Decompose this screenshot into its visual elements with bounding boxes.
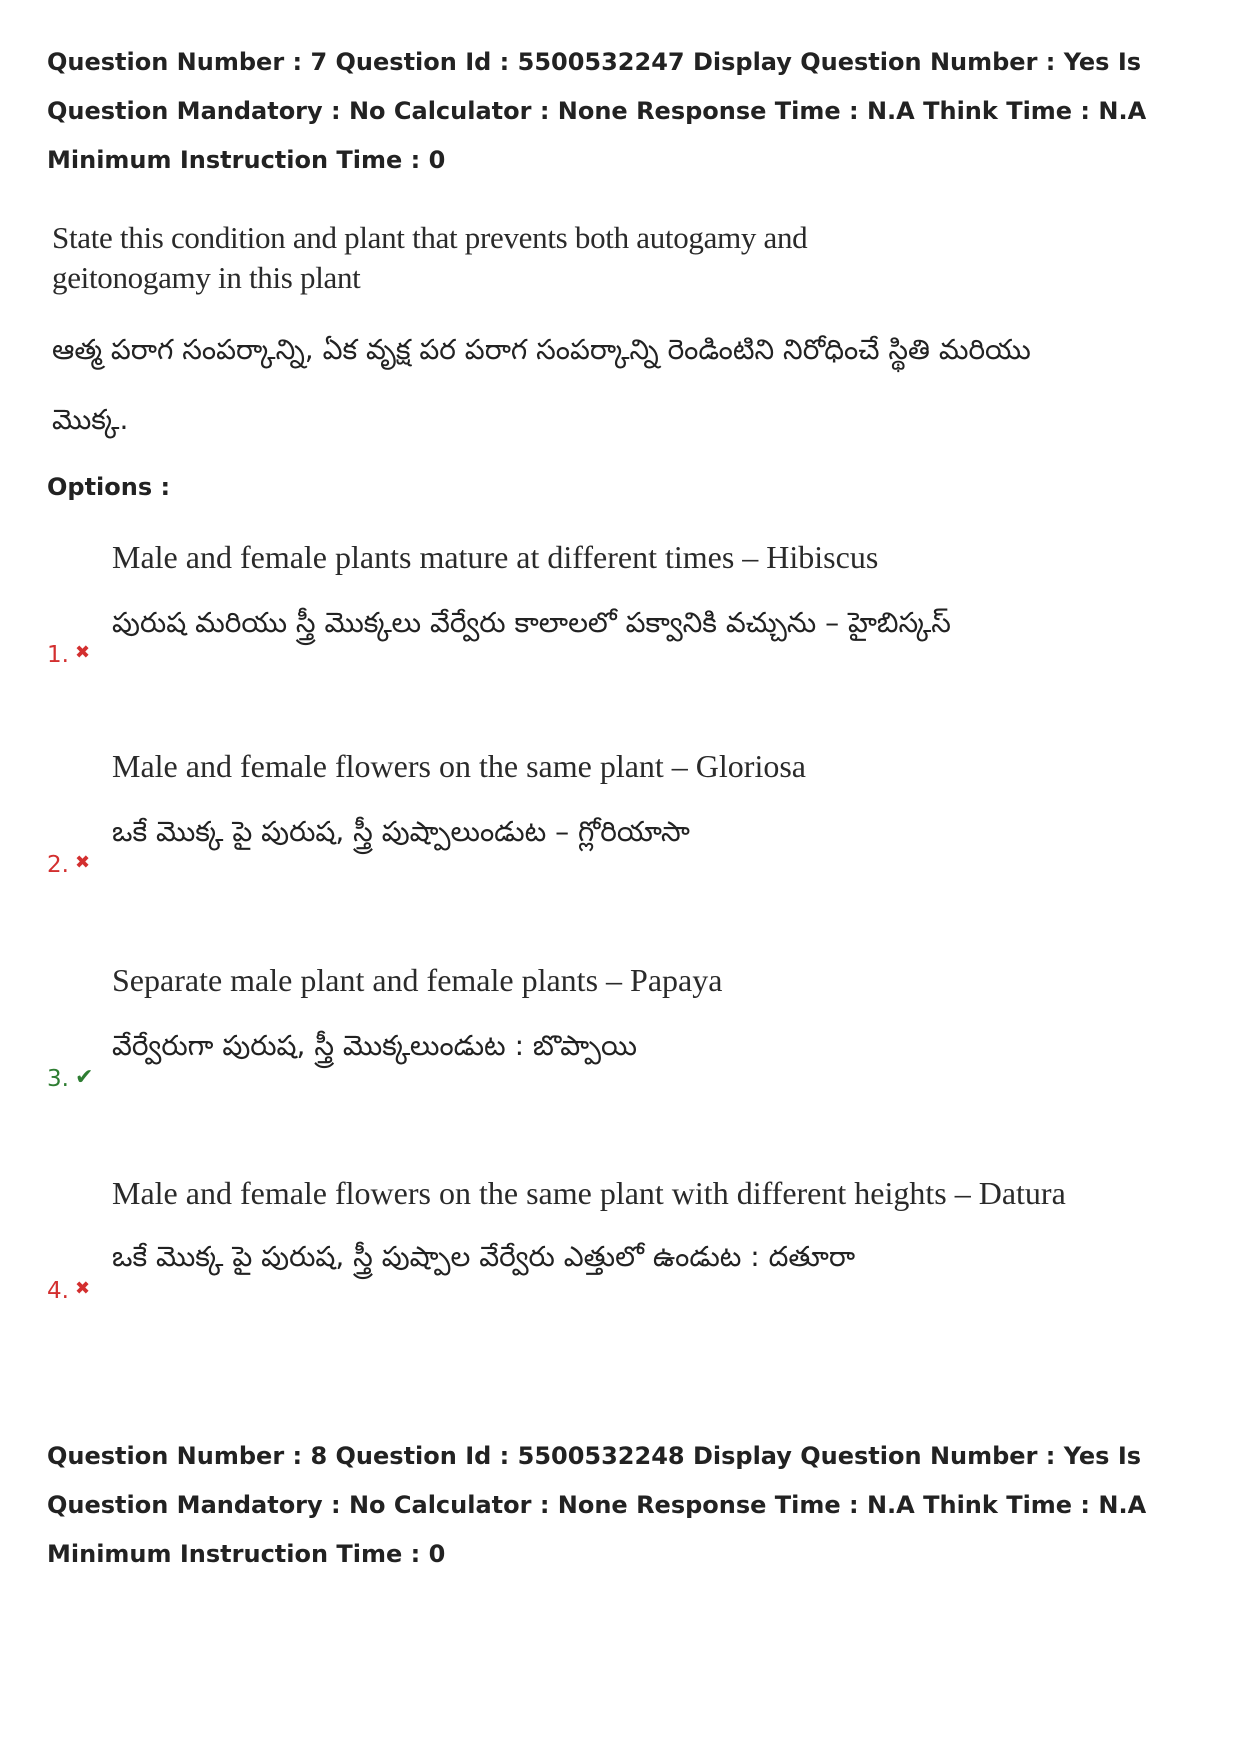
options-label: Options :: [47, 473, 171, 501]
question-8-meta: Question Number : 8 Question Id : 5500532248 Display Question Number : Yes Is Question Mandatory : No Calculator : None Response Time : N.A Think Time : N.A Minimum Instruction Time : 0: [47, 1442, 1147, 1568]
option-3-marker: [47, 1063, 93, 1094]
option-4-marker: [47, 1274, 90, 1306]
option-4-text-te: ఒకే మొక్క పై పురుష, స్త్రీ పుష్పాల వేర్వేరు ఎత్తులో ఉండుట : దతూరా: [112, 1240, 856, 1273]
option-4-text-en: Male and female flowers on the same plant with different heights – Datura: [112, 1175, 1066, 1211]
option-1-text-en: Male and female plants mature at different times – Hibiscus: [112, 539, 879, 575]
question-7-text-en: State this condition and plant that prevents both autogamy and geitonogamy in this plant: [52, 220, 808, 295]
option-2-text-te: ఒకే మొక్క పై పురుష, స్త్రీ పుష్పాలుండుట – గ్లోరియాసా: [112, 815, 690, 848]
question-7-text-te-line2: మొక్క.: [52, 403, 129, 436]
option-1-marker: [47, 638, 90, 670]
cross-icon: ✖: [74, 852, 91, 873]
option-2-text-en: Male and female flowers on the same plant – Gloriosa: [112, 748, 806, 784]
option-3-text-te: వేర్వేరుగా పురుష, స్త్రీ మొక్కలుండుట : బొప్పాయి: [112, 1029, 638, 1062]
cross-icon: ✖: [74, 1278, 91, 1299]
option-3-text-en: Separate male plant and female plants – Papaya: [112, 962, 723, 998]
question-7-meta: Question Number : 7 Question Id : 5500532247 Display Question Number : Yes Is Question Mandatory : No Calculator : None Response Time : N.A Think Time : N.A Minimum Instruction Time : 0: [47, 48, 1147, 174]
cross-icon: ✖: [74, 642, 91, 663]
option-3-number: 3.: [47, 1066, 69, 1092]
question-7-text-te-line1: ఆత్మ పరాగ సంపర్కాన్ని, ఏక వృక్ష పర పరాగ సంపర్కాన్ని రెండింటిని నిరోధించే స్థితి మరియు: [52, 333, 1031, 366]
option-4-number: 4.: [47, 1278, 69, 1304]
option-2-number: 2.: [47, 852, 69, 878]
option-1-number: 1.: [47, 642, 69, 668]
option-1-text-te: పురుష మరియు స్త్రీ మొక్కలు వేర్వేరు కాలాలలో పక్వానికి వచ్చును – హైబిస్కస్: [112, 606, 951, 639]
check-icon: ✔: [74, 1065, 94, 1090]
option-2-marker: [47, 848, 90, 880]
